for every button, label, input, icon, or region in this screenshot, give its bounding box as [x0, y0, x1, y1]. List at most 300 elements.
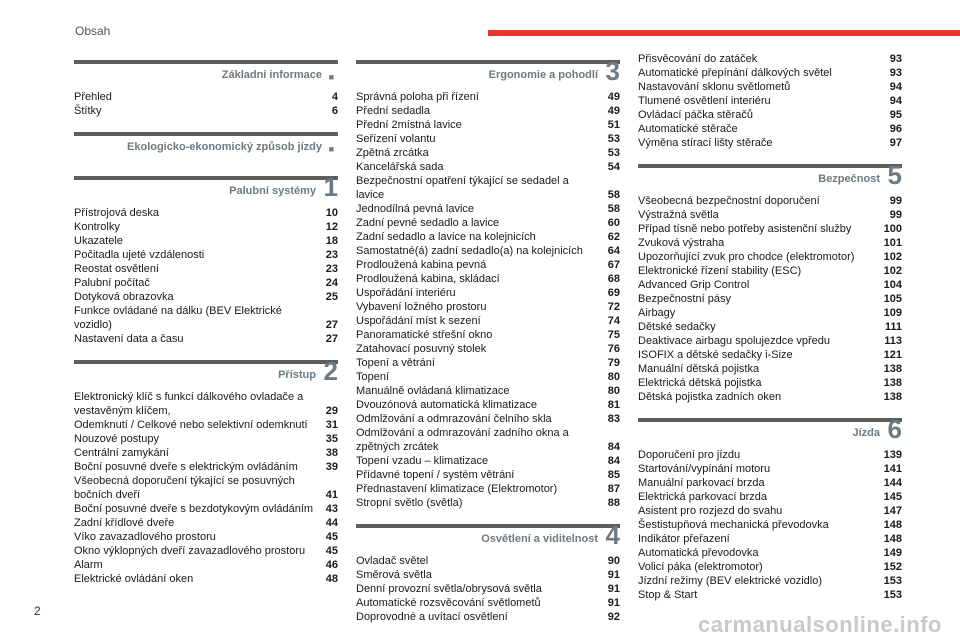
toc-entry[interactable]: [74, 262, 338, 276]
section-title: Jízda: [852, 427, 880, 439]
toc-entry-label: Směrová světla: [356, 569, 432, 581]
toc-entry[interactable]: [638, 250, 902, 264]
toc-entry[interactable]: [356, 272, 620, 286]
toc-entry-label: Přednastavení klimatizace (Elektromotor): [356, 483, 558, 495]
toc-entry-label: Topení: [356, 371, 390, 383]
toc-entry-page: 145: [883, 491, 902, 503]
toc-entry-label: Počitadla ujeté vzdálenosti: [74, 249, 205, 261]
toc-entry[interactable]: [356, 216, 620, 230]
toc-entry-label: Zpětná zrcátka: [356, 147, 429, 159]
toc-entry-page: 41: [325, 489, 338, 501]
toc-entry-page: 88: [607, 497, 620, 509]
toc-entry[interactable]: [356, 496, 620, 510]
toc-entry[interactable]: [638, 52, 902, 66]
toc-entry-label: Elektrická dětská pojistka: [638, 377, 762, 389]
toc-entry-label: Výstražná světla: [638, 209, 719, 221]
section-header: [638, 414, 902, 448]
toc-entry[interactable]: [74, 104, 338, 118]
section-title: Palubní systémy: [229, 185, 316, 197]
toc-entry-page: 148: [883, 519, 902, 531]
toc-entry-label: Výměna stírací lišty stěrače: [638, 137, 773, 149]
toc-entry-page: 148: [883, 533, 902, 545]
toc-entry-page: 18: [325, 235, 338, 247]
toc-entry[interactable]: [356, 118, 620, 132]
section-title: Základní informace: [221, 69, 322, 81]
toc-entry-label: Denní provozní světla/obrysová světla: [356, 583, 542, 595]
header-title: Obsah: [75, 24, 111, 38]
toc-section: [74, 172, 338, 346]
toc-entry-page: 24: [325, 277, 338, 289]
toc-entry-page: 94: [889, 81, 902, 93]
toc-entry[interactable]: [638, 546, 902, 560]
toc-entry-label: Okno výklopných dveří zavazadlového prostoru: [74, 545, 306, 557]
toc-entry-label: Alarm: [74, 559, 103, 571]
toc-entry-label: Prodloužená kabina, skládací: [356, 273, 500, 285]
toc-entry-label: Stop & Start: [638, 589, 698, 601]
toc-entry[interactable]: [638, 448, 902, 462]
toc-entry-page: 45: [325, 545, 338, 557]
toc-entry-page: 39: [325, 461, 338, 473]
toc-entry-page: 138: [883, 377, 902, 389]
toc-entry[interactable]: [74, 502, 338, 516]
toc-entry-label: Bezpečnostní opatření týkající se sedadel a lavice: [356, 175, 569, 201]
toc-entry-label: Ukazatele: [74, 235, 123, 247]
toc-entry[interactable]: [74, 234, 338, 248]
toc-entry[interactable]: [638, 236, 902, 250]
toc-entry-page: 76: [607, 343, 620, 355]
toc-entry-label: Přístrojová deska: [74, 207, 159, 219]
toc-entry-label: Odemknutí / Celkové nebo selektivní odemknutí: [74, 419, 308, 431]
toc-entry-label: Dvouzónová automatická klimatizace: [356, 399, 537, 411]
toc-entry[interactable]: [74, 332, 338, 346]
toc-entry[interactable]: [74, 290, 338, 304]
toc-entry-page: 23: [325, 263, 338, 275]
toc-section: [74, 132, 338, 162]
toc-entry[interactable]: [74, 206, 338, 220]
watermark: carmanualsonline.info: [698, 612, 942, 637]
toc-column-1: [74, 52, 338, 600]
toc-entry[interactable]: [638, 292, 902, 306]
toc-entry-label: Upozorňující zvuk pro chodce (elektromotor): [638, 251, 855, 263]
toc-entry-page: 68: [607, 273, 620, 285]
toc-entry[interactable]: [638, 462, 902, 476]
toc-entry-page: 4: [331, 91, 338, 103]
toc-entry[interactable]: [74, 558, 338, 572]
toc-entry[interactable]: [356, 244, 620, 258]
toc-entry-page: 84: [607, 441, 620, 453]
section-header: [74, 172, 338, 206]
toc-entry-page: 153: [883, 589, 902, 601]
toc-entry-page: 141: [883, 463, 902, 475]
toc-entry-label: Startování/vypínání motoru: [638, 463, 771, 475]
toc-entry-label: Doporučení pro jízdu: [638, 449, 741, 461]
toc-entry-label: Ovladač světel: [356, 555, 429, 567]
section-title: Ekologicko-ekonomický způsob jízdy: [127, 141, 322, 153]
toc-entry[interactable]: [356, 468, 620, 482]
toc-entry[interactable]: [638, 94, 902, 108]
toc-entry-page: 58: [607, 203, 620, 215]
toc-entry-label: Manuální parkovací brzda: [638, 477, 765, 489]
toc-entry[interactable]: [638, 532, 902, 546]
toc-entry[interactable]: [638, 490, 902, 504]
toc-entry-page: 113: [884, 335, 902, 347]
section-header: [356, 520, 620, 554]
toc-entry[interactable]: [638, 208, 902, 222]
section-header: [74, 60, 338, 90]
toc-entry-label: Šestistupňová mechanická převodovka: [638, 519, 829, 531]
toc-entry[interactable]: [638, 348, 902, 362]
section-title: Bezpečnost: [818, 173, 880, 185]
toc-entry[interactable]: [638, 264, 902, 278]
toc-entry-label: Nastavování sklonu světlometů: [638, 81, 791, 93]
toc-entry-label: Zadní křídlové dveře: [74, 517, 175, 529]
toc-entry[interactable]: [638, 306, 902, 320]
toc-entry-page: 85: [607, 469, 620, 481]
toc-entry-page: 84: [607, 455, 620, 467]
toc-entry[interactable]: [638, 390, 902, 404]
toc-entry-label: Reostat osvětlení: [74, 263, 159, 275]
toc-entry-page: 45: [325, 531, 338, 543]
toc-entry-label: Kancelářská sada: [356, 161, 444, 173]
toc-entry-page: 43: [325, 503, 338, 515]
toc-entry-label: Airbagy: [638, 307, 676, 319]
toc-entry-page: 23: [325, 249, 338, 261]
toc-entry[interactable]: [356, 286, 620, 300]
toc-section: [74, 60, 338, 118]
toc-entry[interactable]: [356, 90, 620, 104]
toc-entry-label: Elektronické řízení stability (ESC): [638, 265, 802, 277]
toc-entry[interactable]: [356, 610, 620, 624]
toc-column-2: [356, 52, 620, 638]
toc-entry-label: Automatické přepínání dálkových světel: [638, 67, 832, 79]
toc-entry-page: 80: [607, 371, 620, 383]
section-header: [638, 160, 902, 194]
toc-entry-page: 48: [325, 573, 338, 585]
toc-entry-label: Jednodílná pevná lavice: [356, 203, 475, 215]
toc-entry[interactable]: [356, 412, 620, 426]
toc-entry-label: Zadní sedadlo a lavice na kolejnicích: [356, 231, 536, 243]
toc-entry-page: 138: [883, 391, 902, 403]
toc-entry[interactable]: [638, 376, 902, 390]
toc-entry-page: 109: [883, 307, 902, 319]
toc-entry[interactable]: [356, 174, 620, 202]
toc-entry-label: Topení vzadu – klimatizace: [356, 455, 489, 467]
toc-entry-page: 64: [607, 245, 620, 257]
toc-entry[interactable]: [74, 248, 338, 262]
toc-entry-label: Přední 2místná lavice: [356, 119, 462, 131]
toc-entry[interactable]: [356, 398, 620, 412]
toc-entry[interactable]: [74, 474, 338, 502]
toc-entry-label: Všeobecná bezpečnostní doporučení: [638, 195, 820, 207]
toc-entry[interactable]: [356, 314, 620, 328]
toc-section: [638, 160, 902, 404]
toc-entry-label: Zadní pevné sedadlo a lavice: [356, 217, 500, 229]
toc-entry[interactable]: [74, 390, 338, 418]
toc-entry-label: Dětské sedačky: [638, 321, 716, 333]
toc-entry-page: 74: [607, 315, 620, 327]
toc-entry[interactable]: [638, 194, 902, 208]
toc-entry[interactable]: [356, 554, 620, 568]
toc-entry-page: 54: [607, 161, 620, 173]
toc-entry-label: Asistent pro rozjezd do svahu: [638, 505, 783, 517]
toc-entry-page: 92: [607, 611, 620, 623]
toc-entry[interactable]: [638, 278, 902, 292]
toc-section: [638, 52, 902, 150]
toc-entry[interactable]: [638, 334, 902, 348]
toc-entry[interactable]: [74, 418, 338, 432]
toc-entry-page: 144: [883, 477, 902, 489]
toc-entry-page: 99: [889, 195, 902, 207]
toc-entry-label: Elektrické ovládání oken: [74, 573, 194, 585]
toc-entry-page: 79: [607, 357, 620, 369]
toc-entry[interactable]: [74, 90, 338, 104]
toc-entry-page: 25: [325, 291, 338, 303]
toc-entry-label: Všeobecná doporučení týkající se posuvných bočních dveří: [74, 475, 295, 501]
toc-entry-label: Přehled: [74, 91, 112, 103]
toc-entry-page: 31: [325, 419, 338, 431]
toc-entry-page: 75: [607, 329, 620, 341]
toc-entry[interactable]: [356, 568, 620, 582]
toc-entry-page: 69: [607, 287, 620, 299]
toc-entry-page: 91: [607, 569, 620, 581]
toc-entry-page: 49: [607, 91, 620, 103]
toc-entry-label: Automatické stěrače: [638, 123, 738, 135]
toc-entry[interactable]: [638, 66, 902, 80]
toc-entry-page: 62: [607, 231, 620, 243]
toc-entry-label: Odmlžování a odmrazování zadního okna a zpětných zrcátek: [356, 427, 569, 453]
toc-entry-label: Kontrolky: [74, 221, 120, 233]
header-accent-bar: [488, 30, 960, 36]
toc-entry[interactable]: [356, 342, 620, 356]
toc-entry[interactable]: [356, 356, 620, 370]
toc-entry-label: Deaktivace airbagu spolujezdce vpředu: [638, 335, 831, 347]
section-title: Přístup: [278, 369, 316, 381]
toc-entry-page: 152: [883, 561, 902, 573]
toc-entry[interactable]: [638, 80, 902, 94]
toc-entry-page: 53: [607, 133, 620, 145]
toc-entry-page: 94: [889, 95, 902, 107]
toc-entry-page: 153: [883, 575, 902, 587]
toc-entry[interactable]: [74, 572, 338, 586]
toc-entry-page: 49: [607, 105, 620, 117]
toc-entry[interactable]: [356, 328, 620, 342]
toc-entry[interactable]: [638, 560, 902, 574]
section-title: Osvětlení a viditelnost: [481, 533, 598, 545]
toc-entry-label: Manuální dětská pojistka: [638, 363, 760, 375]
toc-entry[interactable]: [638, 222, 902, 236]
toc-entry-page: 58: [607, 189, 620, 201]
toc-entry-page: 91: [607, 597, 620, 609]
toc-entry-page: 147: [883, 505, 902, 517]
toc-entry-page: 91: [607, 583, 620, 595]
toc-entry[interactable]: [356, 160, 620, 174]
toc-entry-page: 149: [883, 547, 902, 559]
toc-entry[interactable]: [74, 220, 338, 234]
toc-entry-label: Topení a větrání: [356, 357, 435, 369]
toc-entry-label: Nastavení data a času: [74, 333, 184, 345]
toc-entry-page: 111: [884, 321, 902, 333]
section-number: 6: [887, 414, 902, 444]
toc-entry[interactable]: [356, 146, 620, 160]
toc-section: [74, 356, 338, 586]
toc-entry[interactable]: [638, 122, 902, 136]
toc-entry-page: 93: [889, 67, 902, 79]
toc-entry-label: Volicí páka (elektromotor): [638, 561, 763, 573]
toc-entry-label: Zatahovací posuvný stolek: [356, 343, 487, 355]
toc-entry-page: 67: [607, 259, 620, 271]
toc-entry-label: Jízdní režimy (BEV elektrické vozidlo): [638, 575, 822, 587]
section-number: 1: [323, 172, 338, 202]
toc-entry[interactable]: [74, 516, 338, 530]
toc-entry-page: 53: [607, 147, 620, 159]
toc-entry[interactable]: [356, 230, 620, 244]
toc-entry-page: 102: [883, 265, 902, 277]
toc-entry-label: Prodloužená kabina pevná: [356, 259, 487, 271]
toc-entry-page: 97: [889, 137, 902, 149]
section-number: 3: [605, 56, 620, 86]
toc-entry-page: 99: [889, 209, 902, 221]
section-title: Ergonomie a pohodlí: [488, 69, 598, 81]
section-header: [74, 356, 338, 390]
toc-entry-label: Případ tísně nebo potřeby asistenční služby: [638, 223, 852, 235]
toc-entry-page: 95: [889, 109, 902, 121]
toc-entry-label: Přisvěcování do zatáček: [638, 53, 758, 65]
toc-entry[interactable]: [74, 304, 338, 332]
toc-entry[interactable]: [74, 460, 338, 474]
toc-entry-label: Správná poloha při řízení: [356, 91, 479, 103]
toc-entry-label: Doprovodné a uvítací osvětlení: [356, 611, 508, 623]
toc-entry-page: 104: [883, 279, 902, 291]
toc-entry[interactable]: [356, 384, 620, 398]
toc-entry[interactable]: [638, 320, 902, 334]
toc-entry[interactable]: [356, 370, 620, 384]
toc-entry-label: Centrální zamykání: [74, 447, 169, 459]
section-bullet-icon: ■: [328, 72, 334, 82]
toc-entry[interactable]: [356, 582, 620, 596]
toc-entry[interactable]: [356, 202, 620, 216]
toc-entry[interactable]: [74, 276, 338, 290]
section-bullet-icon: ■: [328, 144, 334, 154]
toc-entry-label: Nouzové postupy: [74, 433, 159, 445]
toc-entry-label: Boční posuvné dveře s bezdotykovým ovládáním: [74, 503, 314, 515]
toc-entry-page: 27: [325, 333, 338, 345]
toc-entry-label: Štítky: [74, 105, 102, 117]
toc-entry-label: Stropní světlo (světla): [356, 497, 463, 509]
toc-entry-label: Dětská pojistka zadních oken: [638, 391, 782, 403]
toc-section: [356, 56, 620, 510]
toc-entry-label: Boční posuvné dveře s elektrickým ovládáním: [74, 461, 298, 473]
toc-entry-page: 51: [607, 119, 620, 131]
toc-entry[interactable]: [638, 476, 902, 490]
toc-entry-label: Ovládací páčka stěračů: [638, 109, 753, 121]
toc-entry-label: Automatické rozsvěcování světlometů: [356, 597, 541, 609]
toc-entry-label: Uspořádání míst k sezení: [356, 315, 481, 327]
toc-entry[interactable]: [638, 108, 902, 122]
toc-entry[interactable]: [638, 574, 902, 588]
toc-column-3: [638, 52, 902, 616]
toc-entry-label: Bezpečnostní pásy: [638, 293, 731, 305]
toc-entry-label: Elektronický klíč s funkcí dálkového ovladače a vestavěným klíčem,: [74, 391, 304, 417]
toc-entry[interactable]: [356, 426, 620, 454]
toc-entry-label: Palubní počítač: [74, 277, 150, 289]
toc-entry[interactable]: [638, 588, 902, 602]
toc-entry-page: 35: [325, 433, 338, 445]
toc-entry-label: Samostatné(á) zadní sedadlo(a) na kolejnicích: [356, 245, 583, 257]
toc-entry-page: 102: [883, 251, 902, 263]
toc-entry-label: Funkce ovládané na dálku (BEV Elektrické vozidlo): [74, 305, 282, 331]
toc-entry-page: 29: [325, 405, 338, 417]
toc-entry-label: Indikátor přeřazení: [638, 533, 730, 545]
toc-entry[interactable]: [356, 258, 620, 272]
toc-entry[interactable]: [356, 104, 620, 118]
section-number: 4: [605, 520, 620, 550]
toc-entry[interactable]: [638, 362, 902, 376]
section-header: [356, 56, 620, 90]
toc-entry-page: 46: [325, 559, 338, 571]
toc-entry-page: 93: [889, 53, 902, 65]
toc-entry-label: Tlumené osvětlení interiéru: [638, 95, 771, 107]
toc-entry-page: 38: [325, 447, 338, 459]
toc-entry-page: 12: [325, 221, 338, 233]
toc-entry-page: 87: [607, 483, 620, 495]
toc-entry-page: 121: [883, 349, 902, 361]
toc-entry-page: 80: [607, 385, 620, 397]
toc-entry[interactable]: [356, 482, 620, 496]
toc-entry-page: 96: [889, 123, 902, 135]
toc-entry[interactable]: [638, 136, 902, 150]
section-header: [74, 132, 338, 162]
toc-entry[interactable]: [356, 596, 620, 610]
toc-entry[interactable]: [356, 300, 620, 314]
toc-entry-label: Zvuková výstraha: [638, 237, 725, 249]
toc-entry[interactable]: [74, 544, 338, 558]
toc-entry-label: Seřízení volantu: [356, 133, 436, 145]
toc-entry[interactable]: [356, 132, 620, 146]
toc-entry[interactable]: [638, 518, 902, 532]
toc-entry[interactable]: [356, 454, 620, 468]
toc-entry-label: Panoramatické střešní okno: [356, 329, 493, 341]
toc-entry[interactable]: [74, 530, 338, 544]
toc-entry-label: Manuálně ovládaná klimatizace: [356, 385, 510, 397]
toc-entry-label: Víko zavazadlového prostoru: [74, 531, 216, 543]
toc-entry-page: 44: [325, 517, 338, 529]
toc-entry-label: Přídavné topení / systém větrání: [356, 469, 515, 481]
toc-entry-label: Advanced Grip Control: [638, 279, 750, 291]
toc-entry-page: 101: [883, 237, 902, 249]
toc-entry[interactable]: [638, 504, 902, 518]
toc-entry-page: 81: [607, 399, 620, 411]
toc-entry[interactable]: [74, 432, 338, 446]
toc-entry-label: Dotyková obrazovka: [74, 291, 174, 303]
toc-entry-label: ISOFIX a dětské sedačky i-Size: [638, 349, 793, 361]
toc-entry-label: Uspořádání interiéru: [356, 287, 456, 299]
toc-entry[interactable]: [74, 446, 338, 460]
section-number: 5: [887, 160, 902, 190]
toc-entry-label: Automatická převodovka: [638, 547, 759, 559]
toc-entry-label: Přední sedadla: [356, 105, 430, 117]
section-number: 2: [323, 356, 338, 386]
toc-entry-page: 83: [607, 413, 620, 425]
toc-entry-page: 138: [883, 363, 902, 375]
toc-entry-page: 105: [883, 293, 902, 305]
toc-entry-page: 10: [325, 207, 338, 219]
toc-entry-page: 27: [325, 319, 338, 331]
toc-entry-label: Vybavení ložného prostoru: [356, 301, 487, 313]
toc-section: [638, 414, 902, 602]
toc-entry-page: 72: [607, 301, 620, 313]
toc-entry-label: Odmlžování a odmrazování čelního skla: [356, 413, 552, 425]
toc-entry-label: Elektrická parkovací brzda: [638, 491, 767, 503]
